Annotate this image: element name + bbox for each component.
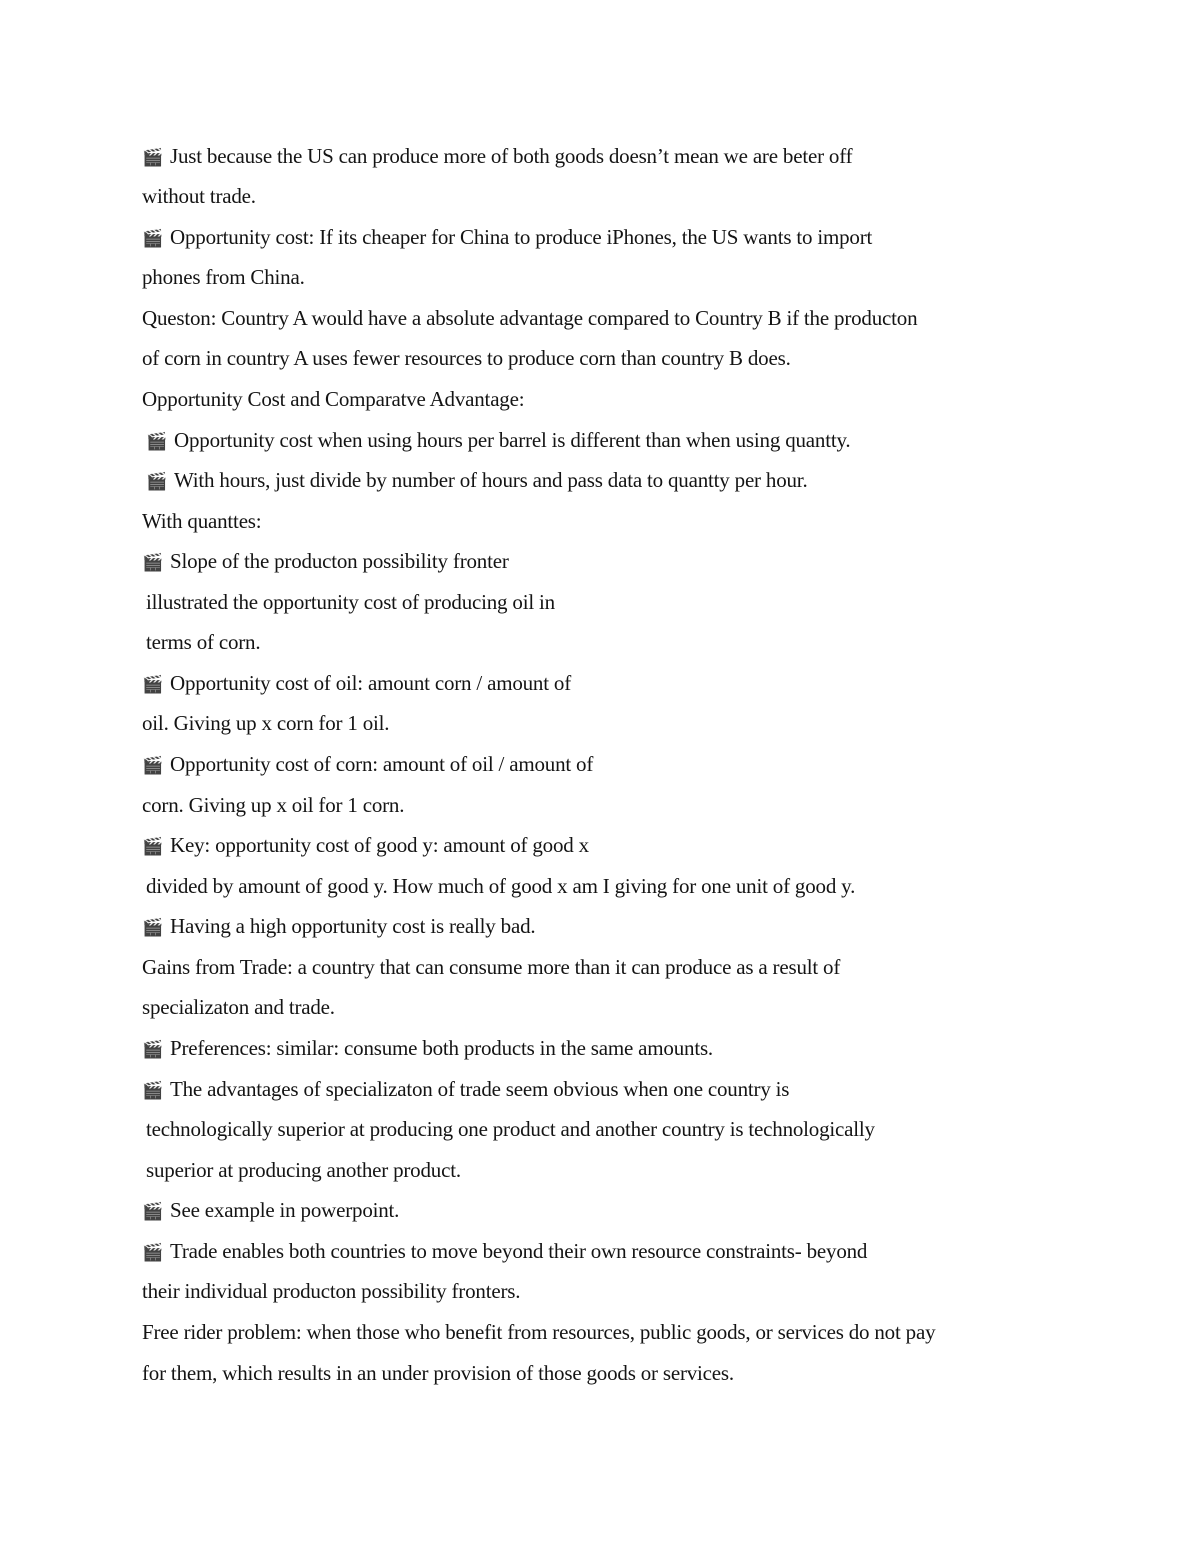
line-text: illustrated the opportunity cost of producing oil in [146,590,555,614]
text-line [146,629,260,655]
clapper-board-icon: 🎬 [142,918,163,937]
text-line [142,710,389,736]
line-text: without trade. [142,184,256,208]
clapper-board-icon: 🎬 [142,1202,163,1221]
bullet-line [142,1035,713,1063]
clapper-board-icon: 🎬 [146,472,167,491]
bullet-line [142,224,872,252]
line-text: The advantages of specializaton of trade seem obvious when one country is [170,1077,790,1101]
line-text: With hours, just divide by number of hours and pass data to quantty per hour. [174,468,808,492]
line-text: Key: opportunity cost of good y: amount of good x [170,833,589,857]
line-text: their individual producton possibility fronters. [142,1279,521,1303]
line-text: Opportunity cost: If its cheaper for China to produce iPhones, the US wants to import [170,225,873,249]
line-text: phones from China. [142,265,305,289]
line-text: Slope of the producton possibility fronter [170,549,509,573]
bullet-line [142,143,852,171]
line-text: of corn in country A uses fewer resources to produce corn than country B does. [142,346,791,370]
line-text: Opportunity cost when using hours per barrel is different than when using quantty. [174,428,851,452]
line-text: for them, which results in an under provision of those goods or services. [142,1361,734,1385]
text-line [146,1157,461,1183]
line-text: corn. Giving up x oil for 1 corn. [142,793,405,817]
text-line [142,183,256,209]
clapper-board-icon: 🎬 [146,432,167,451]
bullet-line [142,751,593,779]
text-line [142,345,791,371]
clapper-board-icon: 🎬 [142,1040,163,1059]
clapper-board-icon: 🎬 [142,1243,163,1262]
text-line [142,792,404,818]
line-text: technologically superior at producing one product and another country is technologically [146,1117,875,1141]
text-line [142,954,840,980]
text-line [142,994,335,1020]
text-line [142,305,917,331]
bullet-line [142,1197,399,1225]
clapper-board-icon: 🎬 [142,1081,163,1100]
line-text: Having a high opportunity cost is really bad. [170,914,536,938]
line-text: divided by amount of good y. How much of good x am I giving for one unit of good y. [146,874,856,898]
line-text: superior at producing another product. [146,1158,461,1182]
bullet-line [142,1238,867,1266]
line-text: terms of corn. [146,630,261,654]
bullet-line [142,670,571,698]
clapper-board-icon: 🎬 [142,553,163,572]
line-text: Just because the US can produce more of both goods doesn’t mean we are beter off [170,144,853,168]
bullet-line [142,913,535,941]
text-line [142,264,305,290]
text-line [142,1319,935,1345]
bullet-line [146,467,808,495]
line-text: See example in powerpoint. [170,1198,400,1222]
bullet-line [142,832,589,860]
text-line [142,1360,734,1386]
bullet-line [146,427,850,455]
clapper-board-icon: 🎬 [142,229,163,248]
text-line [146,589,555,615]
line-text: Opportunity cost of corn: amount of oil / amount of [170,752,594,776]
text-line [146,873,855,899]
line-text: Queston: Country A would have a absolute advantage compared to Country B if the producton [142,306,918,330]
section-heading [142,508,261,534]
clapper-board-icon: 🎬 [142,148,163,167]
line-text: Trade enables both countries to move beyond their own resource constraints- beyond [170,1239,868,1263]
line-text: Free rider problem: when those who benefit from resources, public goods, or services do not pay [142,1320,936,1344]
clapper-board-icon: 🎬 [142,756,163,775]
line-text: Preferences: similar: consume both products in the same amounts. [170,1036,713,1060]
line-text: Gains from Trade: a country that can consume more than it can produce as a result of [142,955,841,979]
text-line [146,1116,875,1142]
line-text: Opportunity cost of oil: amount corn / amount of [170,671,572,695]
line-text: Opportunity Cost and Comparatve Advantage: [142,387,525,411]
line-text: oil. Giving up x corn for 1 oil. [142,711,390,735]
section-heading [142,386,524,412]
clapper-board-icon: 🎬 [142,675,163,694]
text-line [142,1278,520,1304]
bullet-line [142,548,509,576]
clapper-board-icon: 🎬 [142,837,163,856]
line-text: specializaton and trade. [142,995,335,1019]
line-text: With quanttes: [142,509,262,533]
bullet-line [142,1076,789,1104]
